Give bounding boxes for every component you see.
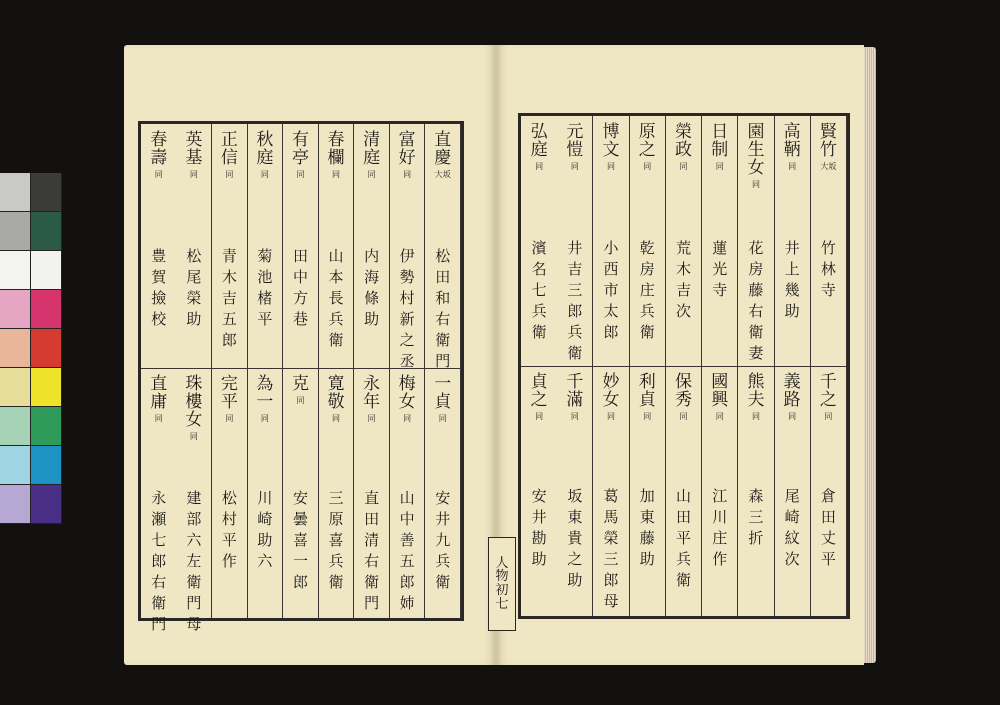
entry-column xyxy=(283,124,319,618)
place-label: 同 xyxy=(154,170,163,179)
upper-entry xyxy=(738,124,773,189)
upper-home xyxy=(354,249,389,333)
lower-home xyxy=(811,489,846,573)
open-book xyxy=(124,45,876,665)
common-name: 竹 林 寺 xyxy=(820,239,836,299)
art-name: 清 庭 xyxy=(363,130,381,168)
common-name: 松 村 平 作 xyxy=(221,489,237,570)
upper-entry xyxy=(319,132,354,179)
place-label: 同 xyxy=(570,412,579,421)
place-label: 同 xyxy=(535,412,544,421)
art-name: 元 愷 xyxy=(566,122,584,160)
upper-home xyxy=(738,241,773,367)
common-name: 安 曇 喜 一 郎 xyxy=(292,489,308,591)
lower-home xyxy=(557,489,592,594)
upper-home xyxy=(811,241,846,304)
place-label: 同 xyxy=(679,162,688,171)
place-label: 同 xyxy=(607,162,616,171)
upper-home xyxy=(248,249,283,333)
art-name: 克 xyxy=(291,374,309,394)
art-name: 保 秀 xyxy=(674,372,692,410)
upper-home xyxy=(390,249,425,375)
color-swatch xyxy=(31,446,62,485)
common-name: 倉 田 丈 平 xyxy=(820,487,836,568)
common-name: 田 中 方 巷 xyxy=(292,247,308,328)
lower-entry xyxy=(521,374,557,421)
color-swatch xyxy=(31,251,62,290)
color-swatch xyxy=(0,368,31,407)
color-swatch xyxy=(31,212,62,251)
lower-entry xyxy=(177,376,212,441)
lower-home xyxy=(248,491,283,575)
art-name: 珠 樓 女 xyxy=(185,374,203,430)
upper-entry xyxy=(212,132,247,179)
color-swatch xyxy=(31,368,62,407)
upper-entry xyxy=(593,124,628,171)
upper-entry xyxy=(702,124,737,171)
color-swatch xyxy=(0,173,31,212)
common-name: 森 三 折 xyxy=(748,487,764,547)
common-name: 葛 馬 榮 三 郎 母 xyxy=(603,487,619,610)
art-name: 日 制 xyxy=(711,122,729,160)
lower-entry xyxy=(425,376,460,423)
common-name: 井 上 幾 助 xyxy=(784,239,800,320)
entry-column xyxy=(212,124,248,618)
place-label: 同 xyxy=(788,162,797,171)
common-name: 直 田 清 右 衛 門 xyxy=(364,489,380,612)
entry-column xyxy=(177,124,213,633)
lower-home xyxy=(390,491,425,617)
color-swatch xyxy=(0,407,31,446)
place-label: 同 xyxy=(715,162,724,171)
common-name: 加 東 藤 助 xyxy=(639,487,655,568)
common-name: 永 瀬 七 郎 右 衛 門 xyxy=(151,489,167,633)
place-label: 同 xyxy=(367,170,376,179)
art-name: 富 好 xyxy=(398,130,416,168)
lower-home xyxy=(521,489,557,573)
lower-home xyxy=(702,489,737,573)
lower-entry xyxy=(593,374,628,421)
art-name: 秋 庭 xyxy=(256,130,274,168)
entry-column xyxy=(593,116,629,616)
upper-home xyxy=(630,241,665,346)
art-name: 義 路 xyxy=(783,372,801,410)
margin-tab-char: 人 xyxy=(495,555,509,571)
upper-home xyxy=(283,249,318,333)
upper-home xyxy=(177,249,212,333)
upper-home xyxy=(141,249,177,333)
lower-home xyxy=(593,489,628,615)
art-name: 直 慶 xyxy=(434,130,452,168)
upper-home xyxy=(593,241,628,346)
upper-entry xyxy=(811,124,846,171)
common-name: 坂 東 貴 之 助 xyxy=(567,487,583,589)
place-label: 同 xyxy=(438,414,447,423)
lower-entry xyxy=(141,376,177,423)
entry-column xyxy=(521,116,557,616)
page-edge xyxy=(864,47,876,663)
right-page-frame xyxy=(518,113,850,619)
place-label: 同 xyxy=(332,414,341,423)
place-label: 同 xyxy=(643,162,652,171)
art-name: 賢 竹 xyxy=(819,122,837,160)
lower-entry xyxy=(354,376,389,423)
upper-home xyxy=(775,241,810,325)
lower-home xyxy=(630,489,665,573)
upper-home xyxy=(557,241,592,367)
upper-home xyxy=(425,249,460,375)
entry-column xyxy=(354,124,390,618)
entry-column xyxy=(390,124,426,618)
upper-entry xyxy=(390,132,425,179)
lower-home xyxy=(738,489,773,552)
entry-column xyxy=(811,116,847,616)
common-name: 菊 池 楮 平 xyxy=(257,247,273,328)
color-swatch xyxy=(0,446,31,485)
entry-column xyxy=(738,116,774,616)
lower-home xyxy=(141,491,177,638)
art-name: 利 貞 xyxy=(638,372,656,410)
lower-entry xyxy=(702,374,737,421)
place-label: 同 xyxy=(751,180,760,189)
art-name: 貞 之 xyxy=(530,372,548,410)
common-name: 青 木 吉 五 郎 xyxy=(221,247,237,349)
art-name: 正 信 xyxy=(220,130,238,168)
lower-home xyxy=(425,491,460,596)
upper-home xyxy=(319,249,354,354)
place-label: 同 xyxy=(403,170,412,179)
place-label: 同 xyxy=(154,414,163,423)
lower-entry xyxy=(212,376,247,423)
place-label: 同 xyxy=(607,412,616,421)
common-name: 建 部 六 左 衛 門 母 xyxy=(186,489,202,633)
common-name: 松 田 和 右 衛 門 xyxy=(435,247,451,370)
entry-column xyxy=(702,116,738,616)
upper-entry xyxy=(354,132,389,179)
color-swatch xyxy=(0,329,31,368)
lower-entry xyxy=(248,376,283,423)
place-label: 同 xyxy=(332,170,341,179)
common-name: 内 海 條 助 xyxy=(364,247,380,328)
entry-column xyxy=(666,116,702,616)
upper-entry xyxy=(425,132,460,179)
upper-entry xyxy=(630,124,665,171)
upper-home xyxy=(666,241,701,325)
common-name: 花 房 藤 右 衛 妻 xyxy=(748,239,764,362)
color-swatch xyxy=(31,329,62,368)
common-name: 三 原 喜 兵 衛 xyxy=(328,489,344,591)
art-name: 榮 政 xyxy=(674,122,692,160)
art-name: 有 亭 xyxy=(291,130,309,168)
upper-entry xyxy=(248,132,283,179)
place-label: 同 xyxy=(679,412,688,421)
margin-tab xyxy=(488,537,516,631)
right-page xyxy=(496,45,864,665)
art-name: 原 之 xyxy=(638,122,656,160)
lower-home xyxy=(319,491,354,596)
upper-home xyxy=(521,241,557,346)
lower-home xyxy=(354,491,389,617)
art-name: 弘 庭 xyxy=(530,122,548,160)
common-name: 江 川 庄 作 xyxy=(712,487,728,568)
art-name: 千 滿 xyxy=(566,372,584,410)
art-name: 英 基 xyxy=(185,130,203,168)
art-name: 博 文 xyxy=(602,122,620,160)
common-name: 小 西 市 太 郎 xyxy=(603,239,619,341)
lower-entry xyxy=(557,374,592,421)
lower-entry xyxy=(775,374,810,421)
place-label: 同 xyxy=(367,414,376,423)
common-name: 安 井 九 兵 衛 xyxy=(435,489,451,591)
art-name: 高 鞆 xyxy=(783,122,801,160)
place-label: 同 xyxy=(189,170,198,179)
upper-entry xyxy=(666,124,701,171)
place-label: 同 xyxy=(260,170,269,179)
art-name: 熊 夫 xyxy=(747,372,765,410)
lower-entry xyxy=(811,374,846,421)
common-name: 井 吉 三 郎 兵 衛 xyxy=(567,239,583,362)
color-swatch xyxy=(31,173,62,212)
common-name: 尾 崎 紋 次 xyxy=(784,487,800,568)
art-name: 梅 女 xyxy=(398,374,416,412)
art-name: 園 生 女 xyxy=(747,122,765,178)
place-label: 同 xyxy=(189,432,198,441)
lower-entry xyxy=(390,376,425,423)
color-swatch xyxy=(0,251,31,290)
color-swatch xyxy=(31,407,62,446)
lower-home xyxy=(666,489,701,594)
place-label: 同 xyxy=(296,396,305,405)
entry-column xyxy=(775,116,811,616)
lower-home xyxy=(212,491,247,575)
upper-home xyxy=(702,241,737,304)
art-name: 寛 敬 xyxy=(327,374,345,412)
left-page-frame xyxy=(138,121,464,633)
place-label: 同 xyxy=(535,162,544,171)
lower-entry xyxy=(630,374,665,421)
lower-entry xyxy=(738,374,773,421)
entry-column xyxy=(141,124,177,633)
place-label: 同 xyxy=(570,162,579,171)
place-label: 同 xyxy=(296,170,305,179)
art-name: 為 一 xyxy=(256,374,274,412)
upper-home xyxy=(212,249,247,354)
left-page xyxy=(124,45,496,665)
lower-entry xyxy=(666,374,701,421)
common-name: 荒 木 吉 次 xyxy=(675,239,691,320)
art-name: 直 庸 xyxy=(150,374,168,412)
common-name: 安 井 勘 助 xyxy=(531,487,547,568)
place-label: 同 xyxy=(788,412,797,421)
entry-column xyxy=(557,116,593,616)
art-name: 妙 女 xyxy=(602,372,620,410)
place-label: 同 xyxy=(715,412,724,421)
common-name: 乾 房 庄 兵 衛 xyxy=(639,239,655,341)
art-name: 春 欄 xyxy=(327,130,345,168)
art-name: 國 興 xyxy=(711,372,729,410)
common-name: 伊 勢 村 新 之 丞 xyxy=(399,247,415,370)
lower-home xyxy=(177,491,212,638)
place-label: 同 xyxy=(751,412,760,421)
color-swatch xyxy=(0,290,31,329)
art-name: 完 平 xyxy=(220,374,238,412)
place-label: 大坂 xyxy=(434,170,451,179)
entry-column xyxy=(425,124,461,618)
common-name: 豊 賀 撿 校 xyxy=(151,247,167,328)
lower-home xyxy=(775,489,810,573)
color-swatch xyxy=(31,485,62,524)
place-label: 大坂 xyxy=(820,162,837,171)
place-label: 同 xyxy=(643,412,652,421)
color-swatch xyxy=(0,212,31,251)
common-name: 山 本 長 兵 衛 xyxy=(328,247,344,349)
entry-column xyxy=(630,116,666,616)
color-swatch xyxy=(31,290,62,329)
margin-tab-char: 初 xyxy=(495,583,509,598)
upper-entry xyxy=(557,124,592,171)
common-name: 濱 名 七 兵 衛 xyxy=(531,239,547,341)
entry-column xyxy=(248,124,284,618)
margin-tab-char: 物 xyxy=(495,569,509,585)
place-label: 同 xyxy=(225,170,234,179)
lower-entry xyxy=(319,376,354,423)
upper-entry xyxy=(141,132,177,179)
color-calibration-target xyxy=(0,173,62,525)
upper-entry xyxy=(521,124,557,171)
common-name: 松 尾 榮 助 xyxy=(186,247,202,328)
place-label: 同 xyxy=(260,414,269,423)
place-label: 同 xyxy=(225,414,234,423)
lower-home xyxy=(283,491,318,596)
margin-tab-char: 七 xyxy=(495,596,509,612)
color-swatch xyxy=(0,485,31,524)
common-name: 蓮 光 寺 xyxy=(712,239,728,299)
art-name: 千 之 xyxy=(819,372,837,410)
art-name: 永 年 xyxy=(363,374,381,412)
lower-entry xyxy=(283,376,318,405)
upper-entry xyxy=(177,132,212,179)
common-name: 山 中 善 五 郎 姉 xyxy=(399,489,415,612)
entry-column xyxy=(319,124,355,618)
upper-entry xyxy=(775,124,810,171)
place-label: 同 xyxy=(403,414,412,423)
art-name: 春 壽 xyxy=(150,130,168,168)
common-name: 山 田 平 兵 衛 xyxy=(675,487,691,589)
place-label: 同 xyxy=(824,412,833,421)
art-name: 一 貞 xyxy=(434,374,452,412)
common-name: 川 崎 助 六 xyxy=(257,489,273,570)
upper-entry xyxy=(283,132,318,179)
